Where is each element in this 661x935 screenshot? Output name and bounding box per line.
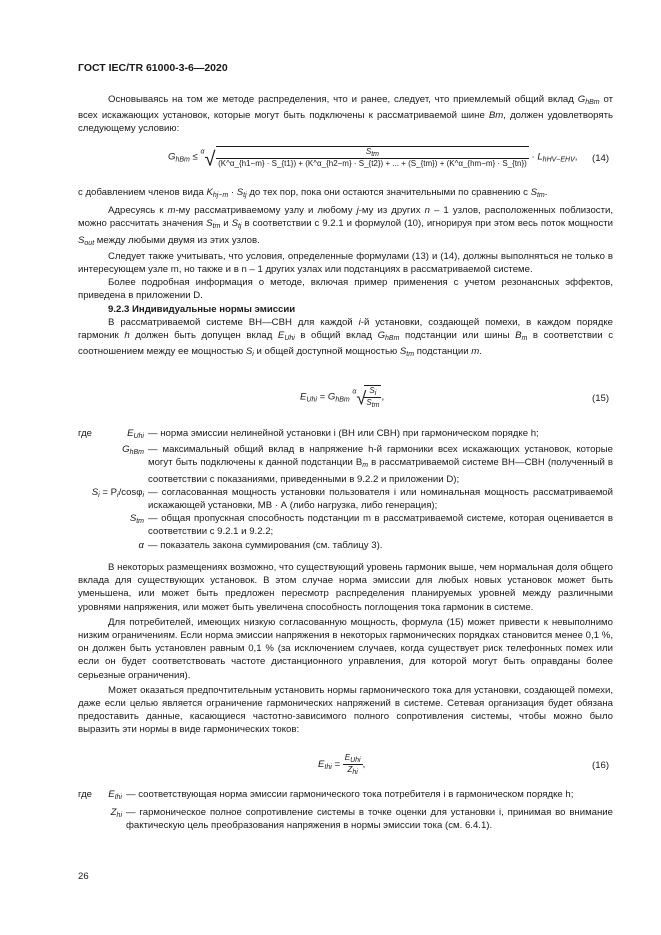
term-subscript: tm: [136, 518, 144, 526]
definition-text: [148, 443, 613, 486]
formula-14: $G_{hBm} \le ^\alpha√$ Stm (K^α_{h1−m} · S_{t1}) + (K^α_{h2−m} · S_{t2}) + ... + (S_{tm}) + (K^α_{hm−m} · S_{tn}) · $L_{hHV-EHV}$,: [168, 147, 578, 171]
eq-symbol: Z: [347, 765, 353, 774]
eq-symbol: S: [365, 147, 372, 156]
subscript: hj−m: [212, 192, 229, 199]
paragraph-block-a: [78, 186, 613, 361]
term-symbol: E: [127, 428, 134, 439]
text-run: подстанции: [414, 346, 472, 358]
formula-number-15: (15): [592, 393, 610, 404]
subscript: tm: [212, 223, 221, 231]
eq-symbol: G: [327, 391, 336, 403]
where-label: где: [78, 428, 93, 439]
definition-row: [78, 512, 613, 538]
text-run: -му рассматриваемому узлу и любому: [175, 205, 357, 217]
text-run: от всех искажающих установок, которые могут быть подключены к рассматриваемой шине: [78, 94, 613, 122]
definition-text: — согласованная мощность установки пользователя i или номинальная мощность рассматриваемой искажающей установки, МВ · А (либо нагрузка, либо генерация);: [148, 486, 613, 512]
text-run: в соответствии с 9.2.1 и формулой (10), игнорируя при этом весь поток мощности: [241, 218, 613, 230]
term-tail: /cosφ: [118, 486, 143, 498]
paragraph-intro: [78, 93, 613, 136]
symbol-e: E: [277, 330, 285, 342]
symbol-s: S: [206, 218, 213, 230]
term-subscript: i: [117, 491, 119, 499]
eq-subscript: hBm: [335, 396, 350, 404]
eq-fraction: [216, 146, 529, 168]
term-symbol: G: [122, 444, 130, 456]
symbol-j: j: [356, 205, 359, 217]
eq-subscript: hHV−EHV: [542, 156, 575, 164]
symbol-s: S: [530, 187, 537, 198]
eq-denominator: [343, 765, 363, 776]
term-tail: = P: [99, 486, 118, 498]
symbol-i: i: [358, 316, 361, 328]
symbol-bm: Bm: [488, 110, 504, 122]
paragraph-block-b: [78, 561, 613, 737]
term-symbol: S: [91, 486, 99, 498]
eq-numerator: [364, 386, 381, 398]
eq-comma: ,: [362, 759, 366, 771]
eq-subscript: tm: [371, 402, 380, 409]
subscript: tj: [243, 192, 247, 199]
paragraph-low-power: Для потребителей, имеющих низкую согласованную мощность, формула (15) может привести к невыполнимо низким ограничениям. Если норма эмиссии напряжения в некоторых гармонических порядках становится менее 0,1 %, он должен быть установлен равным 0,1 % (за исключением случаев, когда существует риск телефонных помех или если он будет соответствовать частоте дистанционного управления, для которой могут быть оправданы более серьезные ограничения).: [78, 616, 613, 681]
eq-operator: ≤: [192, 151, 198, 163]
paragraph-current-limits: Может оказаться предпочтительным установить нормы гармонического тока для установки, создающей помехи, даже если целью является ограничение гармонических напряжений в системе. Сетевая организация будет обязана предоставить данные, касающиеся частотно-зависимого полного сопротивления системы, чтобы можно было выразить эти нормы в виде гармонических токов:: [78, 684, 613, 736]
paragraph-existing-levels: В некоторых размещениях возможно, что существующий уровень гармоник выше, чем нормальная доля общего вклада для существующих установок. В этом случае норма эмиссии для любых новых установок может быть уменьшена, или может быть предложен пересмотр распределения планируемых уровней между различными уровнями напряжения, или может быть увеличена способность поглощения тока гармоник в системе.: [78, 562, 613, 613]
text-run: — максимальный общий вклад в напряжение h-й гармоники всех искажающих установок, которые могут быть подключены к данной подстанции B: [148, 444, 613, 469]
text-run: до тех пор, пока они остаются значительными по сравнению с: [246, 187, 531, 198]
definition-row: [78, 443, 613, 486]
eq-root-index: α: [352, 388, 357, 396]
text-run: с добавлением членов вида: [78, 187, 207, 198]
symbol-n: n: [424, 205, 430, 217]
eq-symbol: G: [168, 151, 176, 163]
definition-term: [100, 788, 126, 804]
eq-subscript: Uhi: [350, 757, 361, 764]
term-subscript: Uhi: [133, 433, 144, 440]
term-symbol: E: [108, 789, 115, 800]
definition-text: — норма эмиссии нелинейной установки i (ВН или СВН) при гармоническом порядке h;: [148, 428, 539, 439]
text-run: -й установки, создающей помехи, в каждом порядке гармоник: [78, 316, 613, 342]
paragraph-conditions: Следует также учитывать, что условия, определенные формулами (13) и (14), должны выполняться не только в интересующем узле m, но также и в n – 1 других узлах или подстанциях в рассматриваемой системе.: [78, 250, 613, 276]
definition-row: [78, 539, 613, 552]
eq-subscript: Uhi: [306, 396, 317, 404]
eq-symbol: S: [369, 386, 375, 395]
symbol-g: G: [577, 94, 586, 105]
subscript: hBm: [585, 99, 600, 106]
term-symbol: Z: [110, 807, 117, 819]
text-run: должен быть допущен вклад: [129, 330, 278, 342]
subscript: tj: [237, 223, 242, 231]
definition-text: — показатель закона суммирования (см. таблицу 3).: [148, 539, 383, 551]
eq-subscript: hi: [352, 769, 358, 776]
definitions-16: [78, 788, 613, 833]
definitions-15: [78, 427, 613, 552]
text-run: в соответствии с соотношением между ее мощностью: [78, 330, 613, 358]
eq-denominator: (K^α_{h1−m} · S_{t1}) + (K^α_{h2−m} · S_{t2}) + ... + (S_{tm}) + (K^α_{hm−m} · S_{tn}): [218, 159, 527, 168]
subscript: hBm: [385, 335, 400, 343]
subscript: out: [84, 239, 95, 247]
definition-row: [78, 806, 613, 832]
formula-number-16: (16): [592, 760, 610, 771]
text-run: Адресуясь к: [108, 205, 168, 217]
text-run: в общий вклад: [294, 330, 378, 342]
symbol-m: m: [167, 205, 176, 217]
eq-operator: =: [319, 391, 326, 403]
symbol-s: S: [399, 346, 407, 358]
subscript: tm: [536, 192, 545, 199]
term-symbol: S: [129, 513, 137, 525]
eq-numerator: [343, 753, 363, 765]
symbol-h: h: [124, 330, 130, 342]
definition-row: [78, 427, 613, 443]
symbol-b: B: [515, 330, 522, 342]
eq-subscript: tm: [371, 151, 380, 158]
symbol-m: m: [471, 346, 480, 358]
text-run: Основываясь на том же методе распределения, что и ранее, следует, что приемлемый общий вклад: [108, 94, 578, 105]
symbol-k: K: [206, 187, 213, 198]
definition-text: — соответствующая норма эмиссии гармонического тока потребителя i в гармоническом порядке h;: [126, 789, 574, 800]
sqrt-icon: √: [204, 148, 216, 171]
sqrt-icon: √: [356, 388, 367, 409]
term-subscript: hi: [116, 812, 122, 820]
term-subscript: i: [142, 491, 144, 499]
symbol-s: S: [231, 218, 238, 230]
definition-row: [78, 486, 613, 512]
definition-text: — гармоническое полное сопротивление системы в точке оценки для установки i, принимая во внимание фактическую цель преобразования напряжения в нормы эмиссии тока (см. 6.4.1).: [126, 807, 613, 832]
term-symbol: α: [138, 539, 144, 551]
eq-symbol: E: [300, 391, 307, 403]
text-run: .: [479, 346, 482, 358]
subscript: m: [521, 335, 528, 343]
text-run: -му из других: [358, 205, 425, 217]
symbol-g: G: [377, 330, 386, 342]
page-number: 26: [78, 871, 89, 882]
eq-root-index: α: [200, 148, 205, 156]
formula-number-14: (14): [592, 153, 610, 164]
subscript: i: [252, 351, 254, 359]
text-run: .: [544, 187, 548, 198]
term-subscript: i: [98, 491, 100, 499]
text-run: подстанции или шины: [399, 330, 516, 342]
definition-text: — общая пропускная способность подстанции m в рассматриваемой системе, которая оценивается в соответствии с 9.2.1 и 9.2.2;: [148, 513, 613, 538]
definition-term: [108, 427, 148, 443]
subscript: tm: [406, 351, 415, 359]
eq-numerator: [216, 147, 529, 159]
definition-term: [78, 539, 148, 552]
formula-15: $E_{Uhi} = G_{hBm}$ $^\alpha$√ $\frac{Si}{\text{Stm}}$ ,: [300, 386, 385, 409]
definition-term: [78, 443, 148, 486]
text-run: и: [220, 218, 232, 230]
text-run: , должен удовлетворять следующему условию:: [78, 110, 613, 135]
eq-operator: =: [334, 759, 341, 771]
eq-subscript: i: [374, 390, 377, 397]
term-subscript: Ihi: [114, 794, 122, 801]
eq-symbol: L: [537, 151, 543, 163]
eq-fraction: [343, 753, 363, 776]
eq-fraction: [364, 385, 381, 409]
eq-symbol: E: [344, 753, 351, 762]
where-label: где: [78, 789, 93, 800]
definition-term: [78, 512, 148, 538]
symbol-s: S: [78, 234, 85, 246]
text-run: и общей доступной мощностью: [253, 346, 400, 358]
symbol-s: S: [236, 187, 244, 198]
term-subscript: hBm: [129, 449, 144, 457]
text-run: ·: [228, 187, 237, 198]
text-run: – 1 узлов, расположенных поблизости, можно рассчитать значения: [78, 205, 613, 230]
subscript: m: [362, 462, 369, 470]
formula-16: [318, 753, 365, 776]
definition-row: [78, 788, 613, 804]
section-heading: 9.2.3 Индивидуальные нормы эмиссии: [108, 303, 296, 315]
paragraph-more-info: Более подробная информация о методе, включая пример применения с учетом резонансных эффектов, приведена в приложении D.: [78, 277, 613, 302]
eq-subscript: hBm: [175, 156, 190, 164]
subscript: Uhi: [284, 335, 295, 343]
eq-denominator: [364, 398, 381, 409]
text-run: в рассматриваемой системе ВН—СВН (полученный в соответствии с показаниями, приведенными в 9.2.2 и приложении D);: [148, 457, 613, 485]
document-header: ГОСТ IEC/TR 61000-3-6—2020: [78, 62, 228, 74]
eq-symbol: S: [366, 398, 372, 407]
text-run: между любыми двумя из этих узлов.: [94, 234, 260, 246]
definition-term: [78, 806, 126, 832]
text-run: В рассматриваемой системе ВН—СВН для каждой: [108, 316, 359, 328]
definition-term: [78, 486, 148, 512]
eq-subscript: Ihi: [324, 764, 332, 772]
eq-symbol: E: [318, 759, 325, 771]
symbol-s: S: [245, 346, 253, 358]
